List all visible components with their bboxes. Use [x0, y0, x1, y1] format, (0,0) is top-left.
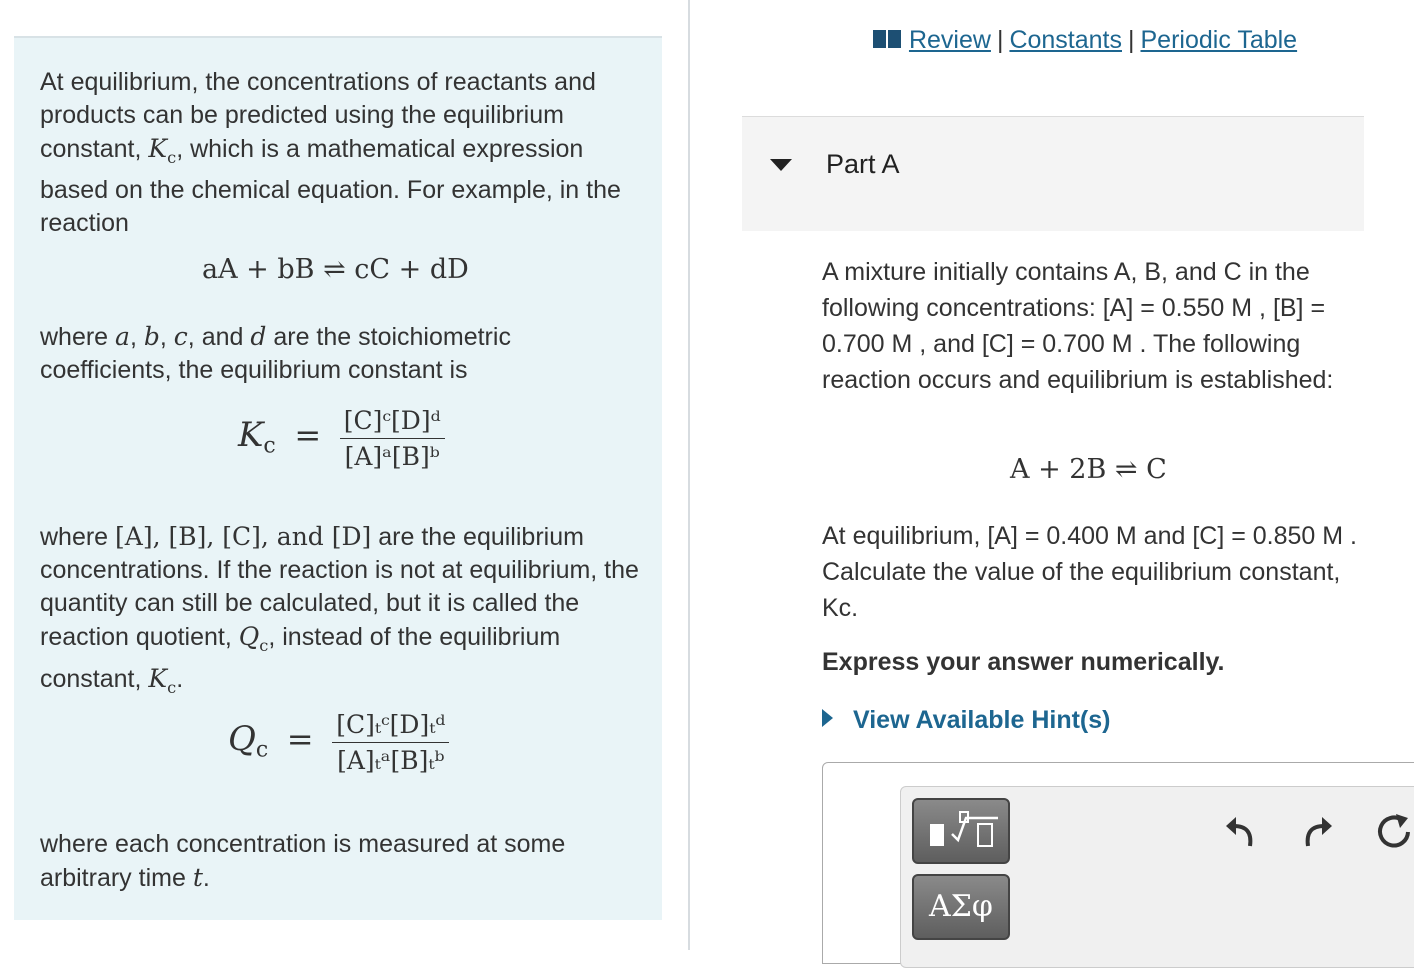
kc-numerator: [C]ᶜ[D]ᵈ: [340, 406, 445, 439]
coefficients-paragraph: where a, b, c, and d are the stoichiometric coefficients, the equilibrium constant is: [40, 322, 511, 384]
constants-link[interactable]: Constants: [1009, 26, 1122, 54]
problem-reaction: A + 2B ⇌ C: [1010, 454, 1167, 485]
general-reaction: aA + bB ⇌ cC + dD: [202, 254, 469, 285]
problem-statement: A mixture initially contains A, B, and C in the following concentrations: [A] = 0.550 M , [B] = 0.700 M , and [C] = 0.700 M . The following reaction occurs and equilibrium is established:: [822, 258, 1334, 394]
equilibrium-statement: At equilibrium, [A] = 0.400 M and [C] = 0.850 M . Calculate the value of the equilibrium constant, Kc.: [822, 522, 1357, 622]
intro-panel: [14, 36, 662, 920]
kc-denominator: [A]ᵃ[B]ᵇ: [344, 442, 440, 471]
templates-button[interactable]: [912, 798, 1010, 864]
qc-numerator: [C]ₜᶜ[D]ₜᵈ: [332, 710, 449, 743]
greek-symbols-button[interactable]: ΑΣφ: [912, 874, 1010, 940]
answer-instruction: Express your answer numerically.: [822, 648, 1225, 676]
part-title: Part A: [826, 149, 900, 179]
time-paragraph: where each concentration is measured at some arbitrary time t.: [40, 830, 566, 892]
column-divider: [688, 0, 690, 950]
reset-icon[interactable]: [1374, 812, 1414, 852]
view-hints-link[interactable]: View Available Hint(s): [822, 706, 1110, 735]
periodic-table-link[interactable]: Periodic Table: [1140, 26, 1298, 54]
part-a-header[interactable]: [742, 116, 1364, 231]
kc-expression: $K_c$ = $\frac{\text{[C]ᶜ[D]ᵈ}}{\text{[A]ᵃ[B]ᵇ}}$: [238, 406, 445, 471]
intro-paragraph: At equilibrium, the concentrations of reactants and products can be predicted using the equilibrium constant, $K_c$, which is a mathematical expression based on the chemical equation. For example, in the reaction: [40, 68, 621, 237]
qc-expression: $Q_c$ = $\frac{\text{[C]ₜᶜ[D]ₜᵈ}}{\text{[A]ₜᵃ[B]ₜᵇ}}$: [228, 710, 449, 775]
concentrations-paragraph: where [A], [B], [C], and [D] are the equilibrium concentrations. If the reaction is not at equilibrium, the quantity can still be calculated, but it is called the reaction quotient, $Q_c$, instead of the equilibrium constant, $K_c$.: [40, 522, 639, 697]
book-icon: [872, 28, 902, 50]
kc-inline: $K_c$: [148, 134, 177, 167]
undo-icon[interactable]: [1220, 812, 1260, 852]
expand-caret-icon: [822, 709, 833, 727]
collapse-caret-icon[interactable]: [770, 159, 792, 171]
qc-denominator: [A]ₜᵃ[B]ₜᵇ: [337, 746, 445, 775]
review-link[interactable]: Review: [908, 26, 991, 54]
redo-icon[interactable]: [1298, 812, 1338, 852]
templates-icon: [916, 800, 1006, 858]
resource-links: Review | Constants | Periodic Table: [872, 26, 1297, 55]
